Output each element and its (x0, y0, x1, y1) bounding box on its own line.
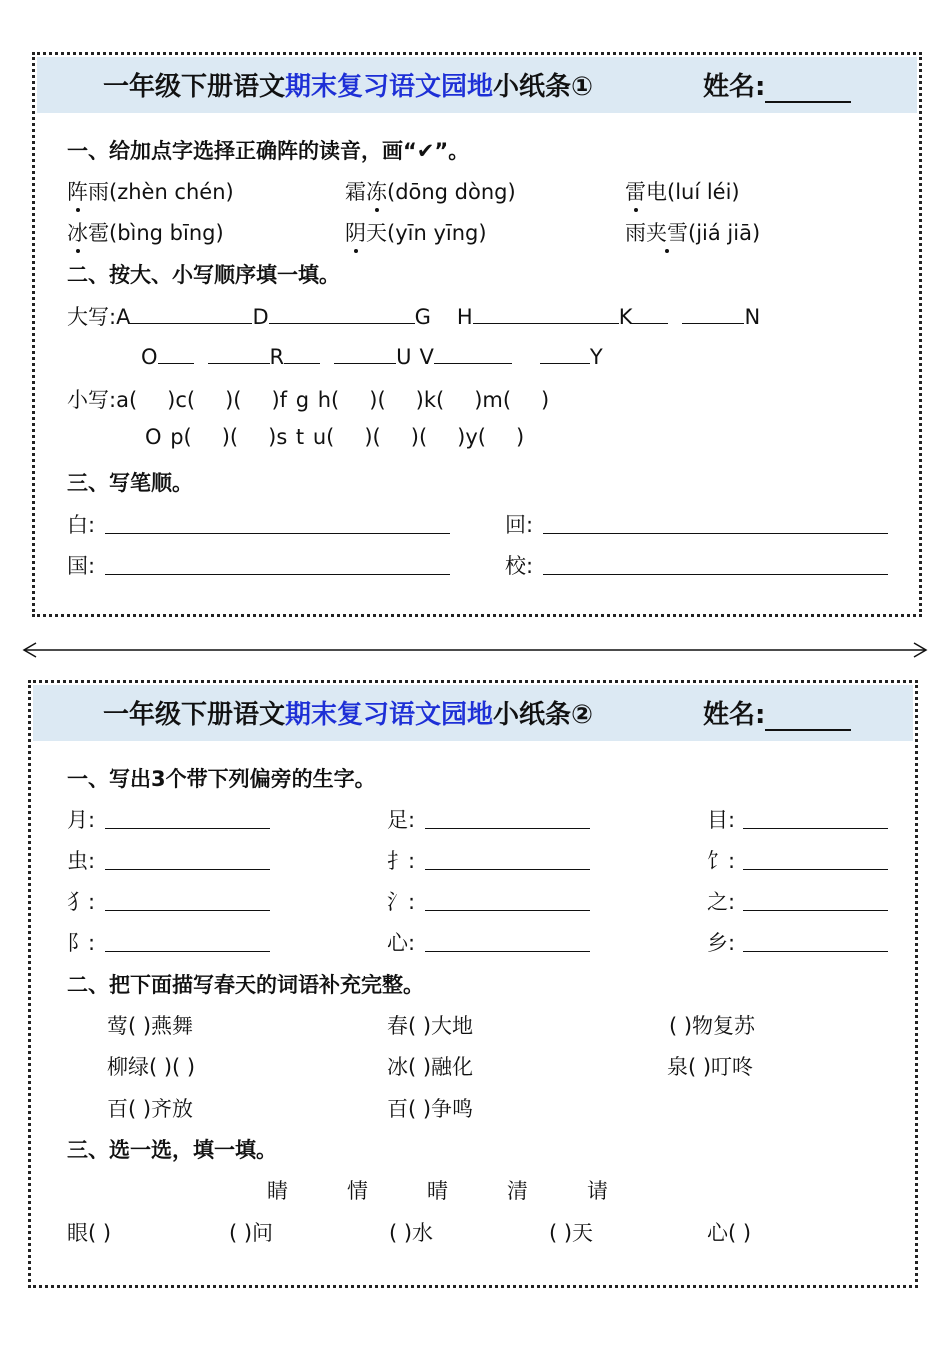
lowercase-row-2[interactable]: O p( )( )s t u( )( )( )y( ) (145, 425, 525, 449)
radical-label: 氵: (387, 890, 416, 914)
stroke-answer-line[interactable] (105, 574, 450, 575)
cut-line-arrow (22, 640, 928, 660)
card-2-section-2-title: 二、把下面描写春天的词语补充完整。 (67, 973, 424, 997)
radical-answer-line[interactable] (743, 910, 888, 911)
spring-phrase[interactable]: ( )物复苏 (669, 1014, 756, 1038)
card-1-section-1-title: 一、给加点字选择正确阵的读音，画“✔”。 (67, 139, 470, 163)
spring-phrase[interactable]: 冰( )融化 (387, 1055, 474, 1079)
radical-answer-line[interactable] (425, 951, 590, 952)
choice-char: 请 (587, 1179, 608, 1203)
choice-char: 情 (347, 1179, 368, 1203)
lowercase-row-1[interactable]: 小写:a( )c( )( )f g h( )( )k( )m( ) (67, 388, 550, 412)
radical-label: 心: (387, 931, 416, 955)
pinyin-item[interactable]: 雷电(luí léi) (625, 176, 740, 206)
radical-label: 足: (387, 808, 416, 832)
radical-answer-line[interactable] (105, 951, 270, 952)
radical-answer-line[interactable] (743, 869, 888, 870)
stroke-label: 白: (67, 513, 96, 537)
choice-char: 睛 (267, 1179, 288, 1203)
card-2-name-field[interactable]: 姓名: (703, 694, 851, 731)
radical-label: 月: (67, 808, 96, 832)
spring-phrase[interactable]: 泉( )叮咚 (667, 1055, 754, 1079)
radical-answer-line[interactable] (743, 828, 888, 829)
radical-label: 虫: (67, 849, 96, 873)
spring-phrase[interactable]: 莺( )燕舞 (107, 1014, 194, 1038)
radical-answer-line[interactable] (105, 869, 270, 870)
choice-char: 清 (507, 1179, 528, 1203)
card-2-section-1-title: 一、写出3个带下列偏旁的生字。 (67, 767, 376, 791)
spring-phrase[interactable]: 百( )争鸣 (387, 1097, 474, 1121)
fill-blank[interactable]: ( )天 (549, 1221, 594, 1245)
radical-label: 乡: (707, 931, 736, 955)
pinyin-item[interactable]: 霜冻(dōng dòng) (345, 176, 516, 206)
pinyin-item[interactable]: 冰雹(bìng bīng) (67, 217, 224, 247)
radical-label: 阝: (67, 931, 96, 955)
fill-blank[interactable]: 心( ) (707, 1221, 752, 1245)
name-blank[interactable] (765, 703, 851, 731)
radical-answer-line[interactable] (425, 828, 590, 829)
radical-answer-line[interactable] (105, 910, 270, 911)
radical-answer-line[interactable] (425, 869, 590, 870)
radical-answer-line[interactable] (105, 828, 270, 829)
stroke-label: 回: (505, 513, 534, 537)
radical-label: 之: (707, 890, 736, 914)
note-card-2 (28, 680, 918, 1288)
choice-char: 晴 (427, 1179, 448, 1203)
pinyin-item[interactable]: 雨夹雪(jiá jiā) (625, 217, 760, 247)
card-2-title: 一年级下册语文期末复习语文园地小纸条② (103, 700, 594, 730)
radical-label: 扌: (387, 849, 416, 873)
radical-answer-line[interactable] (743, 951, 888, 952)
card-1-section-2-title: 二、按大、小写顺序填一填。 (67, 263, 340, 287)
card-2-header (33, 685, 913, 741)
pinyin-item[interactable]: 阴天(yīn yīng) (345, 217, 487, 247)
stroke-label: 国: (67, 554, 96, 578)
uppercase-row-2[interactable]: O R U V Y (141, 345, 603, 369)
fill-blank[interactable]: ( )问 (229, 1221, 274, 1245)
spring-phrase[interactable]: 春( )大地 (387, 1014, 474, 1038)
stroke-answer-line[interactable] (543, 574, 888, 575)
radical-answer-line[interactable] (425, 910, 590, 911)
spring-phrase[interactable]: 柳绿( )( ) (107, 1055, 196, 1079)
uppercase-row-1[interactable]: 大写:A D G H K N (67, 305, 761, 329)
card-2-section-3-title: 三、选一选，填一填。 (67, 1138, 277, 1162)
spring-phrase[interactable]: 百( )齐放 (107, 1097, 194, 1121)
note-card-1 (32, 52, 922, 617)
fill-blank[interactable]: ( )水 (389, 1221, 434, 1245)
stroke-answer-line[interactable] (543, 533, 888, 534)
radical-label: 犭: (67, 890, 96, 914)
card-1-header (37, 57, 917, 113)
radical-label: 目: (707, 808, 736, 832)
card-1-title: 一年级下册语文期末复习语文园地小纸条① (103, 72, 594, 102)
card-1-name-field[interactable]: 姓名: (703, 66, 851, 103)
stroke-label: 校: (505, 554, 534, 578)
pinyin-item[interactable]: 阵雨(zhèn chén) (67, 176, 234, 206)
card-1-section-3-title: 三、写笔顺。 (67, 471, 193, 495)
stroke-answer-line[interactable] (105, 533, 450, 534)
fill-blank[interactable]: 眼( ) (67, 1221, 112, 1245)
name-blank[interactable] (765, 75, 851, 103)
radical-label: 饣: (707, 849, 736, 873)
